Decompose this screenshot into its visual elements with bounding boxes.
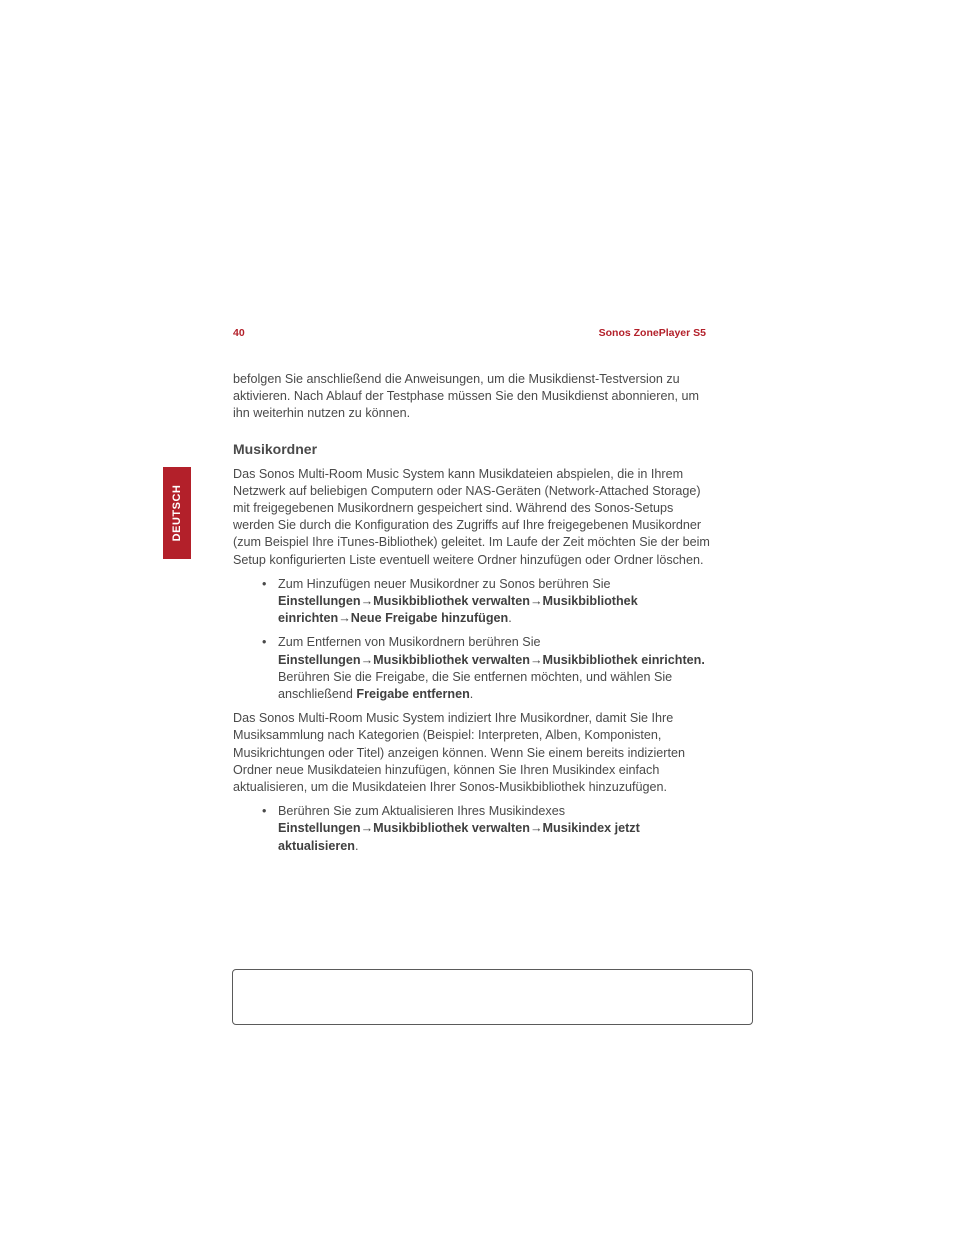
bullet-item-remove-folder	[233, 634, 711, 703]
menu-path-setup-library: Musikbibliothek einrichten	[278, 594, 638, 626]
menu-path-settings: Einstellungen	[278, 652, 361, 667]
menu-path-add-share: Neue Freigabe hinzufügen	[350, 611, 509, 626]
arrow-icon: →	[360, 594, 374, 609]
punctuation: .	[355, 838, 359, 853]
menu-path-update-index: Musikindex jetzt aktualisieren	[278, 821, 640, 853]
language-tab-label: DEUTSCH	[171, 484, 183, 542]
menu-path-setup-library: Musikbibliothek einrichten.	[542, 652, 705, 667]
arrow-icon: →	[529, 594, 543, 609]
bullet-item-add-folder	[233, 576, 711, 628]
page-number: 40	[233, 327, 245, 339]
bullet-text: Zum Entfernen von Musikordnern berühren Sie	[278, 635, 541, 650]
empty-note-box	[232, 969, 753, 1025]
language-tab	[163, 467, 191, 559]
punctuation: .	[469, 687, 474, 702]
section-heading: Musikordner	[233, 440, 318, 457]
punctuation: .	[508, 611, 512, 626]
bullet-text: Berühren Sie zum Aktualisieren Ihres Musikindexes	[278, 804, 565, 819]
intro-paragraph: befolgen Sie anschließend die Anweisungen, um die Musikdienst-Testversion zu aktivieren. Nach Ablauf der Testphase müssen Sie den Musikdienst abonnieren, um ihn weiterhin nutzen zu können.	[233, 372, 700, 421]
arrow-icon: →	[360, 652, 374, 667]
arrow-icon: →	[529, 821, 543, 836]
menu-path-manage-library: Musikbibliothek verwalten	[373, 594, 530, 609]
menu-path-manage-library: Musikbibliothek verwalten	[373, 652, 530, 667]
menu-path-manage-library: Musikbibliothek verwalten	[373, 821, 530, 836]
arrow-icon: →	[360, 821, 374, 836]
bullet-text-2: Berühren Sie die Freigabe, die Sie entfernen möchten, und wählen Sie anschließend	[278, 669, 673, 702]
bullet-list-2	[233, 803, 711, 855]
menu-path-settings: Einstellungen	[278, 821, 361, 836]
bullet-item-update-index	[233, 803, 711, 855]
main-content	[233, 371, 711, 862]
body-paragraph-1: Das Sonos Multi-Room Music System kann Musikdateien abspielen, die in Ihrem Netzwerk auf beliebigen Computern oder NAS-Geräten (Network-Attached Storage) mit freigegebenen Musikordnern gespeichert sind. Während des Sonos-Setups werden Sie durch die Konfiguration des Zugriffs auf Ihre freigegebenen Musikordner (zum Beispiel Ihre iTunes-Bibliothek) geleitet. Im Laufe der Zeit möchten Sie der beim Setup konfigurierten Liste eventuell weitere Ordner hinzufügen oder Ordner löschen.	[233, 466, 710, 567]
arrow-icon: →	[529, 652, 543, 667]
menu-action-remove-share: Freigabe entfernen	[356, 687, 470, 702]
bullet-list-1	[233, 576, 711, 703]
running-title: Sonos ZonePlayer S5	[598, 327, 706, 339]
menu-path-settings: Einstellungen	[278, 594, 361, 609]
body-paragraph-2: Das Sonos Multi-Room Music System indiziert Ihre Musikordner, damit Sie Ihre Musiksammlung nach Kategorien (Beispiel: Interpreten, Alben, Komponisten, Musikrichtungen oder Titel) anzeigen können. Wenn Sie einem bereits indizierten Ordner neue Musikdateien hinzufügen, können Sie Ihren Musikindex einfach aktualisieren, um die Musikdateien Ihrer Sonos-Musikbibliothek hinzuzufügen.	[233, 711, 685, 795]
bullet-text: Zum Hinzufügen neuer Musikordner zu Sonos berühren Sie	[278, 576, 611, 591]
arrow-icon: →	[338, 611, 351, 626]
